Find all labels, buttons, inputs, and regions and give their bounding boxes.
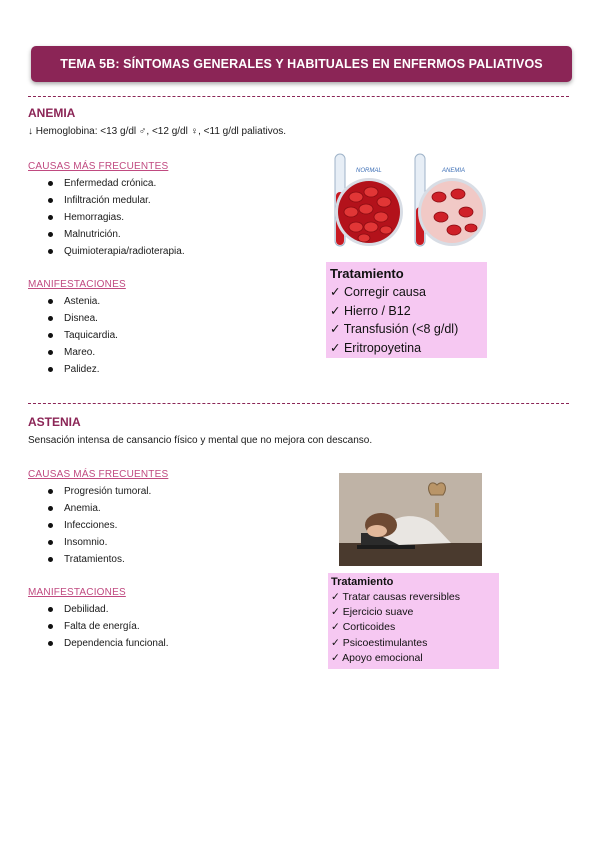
tired-person-photo	[339, 473, 482, 566]
astenia-definition: Sensación intensa de cansancio físico y mental que no mejora con descanso.	[28, 435, 373, 446]
astenia-title: ASTENIA	[28, 415, 81, 429]
list-item: Dependencia funcional.	[46, 635, 169, 652]
treatment-item: ✓ Transfusión (<8 g/dl)	[330, 322, 459, 336]
list-item: Disnea.	[46, 310, 118, 327]
treatment-item: ✓ Ejercicio suave	[331, 606, 414, 619]
anemia-title: ANEMIA	[28, 106, 76, 120]
treatment-title: Tratamiento	[331, 576, 394, 588]
list-item: Astenia.	[46, 293, 118, 310]
anemia-treatment-box	[326, 262, 487, 358]
list-item: Insomnio.	[46, 534, 151, 551]
astenia-manifestations-heading: MANIFESTACIONES	[28, 587, 126, 598]
list-item: Mareo.	[46, 344, 118, 361]
list-item: Palidez.	[46, 361, 118, 378]
treatment-item: ✓ Corregir causa	[330, 285, 426, 299]
anemia-manifestations-list	[46, 293, 118, 378]
list-item: Hemorragias.	[46, 209, 185, 226]
page-title: TEMA 5B: SÍNTOMAS GENERALES Y HABITUALES EN ENFERMOS PALIATIVOS	[60, 57, 543, 71]
astenia-treatment-box	[328, 573, 499, 669]
treatment-item: ✓ Hierro / B12	[330, 303, 411, 318]
section-divider	[28, 403, 569, 404]
list-item: Falta de energía.	[46, 618, 169, 635]
treatment-item: ✓ Apoyo emocional	[331, 651, 423, 664]
treatment-item: ✓ Psicoestimulantes	[331, 636, 428, 649]
normal-label: NORMAL	[356, 168, 382, 174]
title-banner	[31, 46, 572, 82]
blood-tubes-illustration	[326, 152, 498, 252]
anemia-causes-heading: CAUSAS MÁS FRECUENTES	[28, 161, 169, 172]
anemia-definition: ↓ Hemoglobina: <13 g/dl ♂, <12 g/dl ♀, <11 g/dl paliativos.	[28, 126, 287, 137]
list-item: Progresión tumoral.	[46, 483, 151, 500]
list-item: Enfermedad crónica.	[46, 175, 185, 192]
treatment-title: Tratamiento	[330, 266, 404, 281]
list-item: Debilidad.	[46, 601, 169, 618]
astenia-causes-heading: CAUSAS MÁS FRECUENTES	[28, 469, 169, 480]
anemia-manifestations-heading: MANIFESTACIONES	[28, 279, 126, 290]
anemia-label: ANEMIA	[442, 168, 466, 174]
astenia-causes-list	[46, 483, 151, 568]
list-item: Infecciones.	[46, 517, 151, 534]
list-item: Malnutrición.	[46, 226, 185, 243]
list-item: Infiltración medular.	[46, 192, 185, 209]
tired-person-illustration	[339, 473, 482, 566]
list-item: Quimioterapia/radioterapia.	[46, 243, 185, 260]
list-item: Anemia.	[46, 500, 151, 517]
anemia-causes-list	[46, 175, 185, 260]
list-item: Tratamientos.	[46, 551, 151, 568]
astenia-manifestations-list	[46, 601, 169, 652]
section-divider	[28, 96, 569, 97]
treatment-item: ✓ Corticoides	[331, 621, 396, 634]
list-item: Taquicardia.	[46, 327, 118, 344]
treatment-item: ✓ Tratar causas reversibles	[331, 591, 461, 603]
treatment-item: ✓ Eritropoyetina	[330, 340, 422, 355]
